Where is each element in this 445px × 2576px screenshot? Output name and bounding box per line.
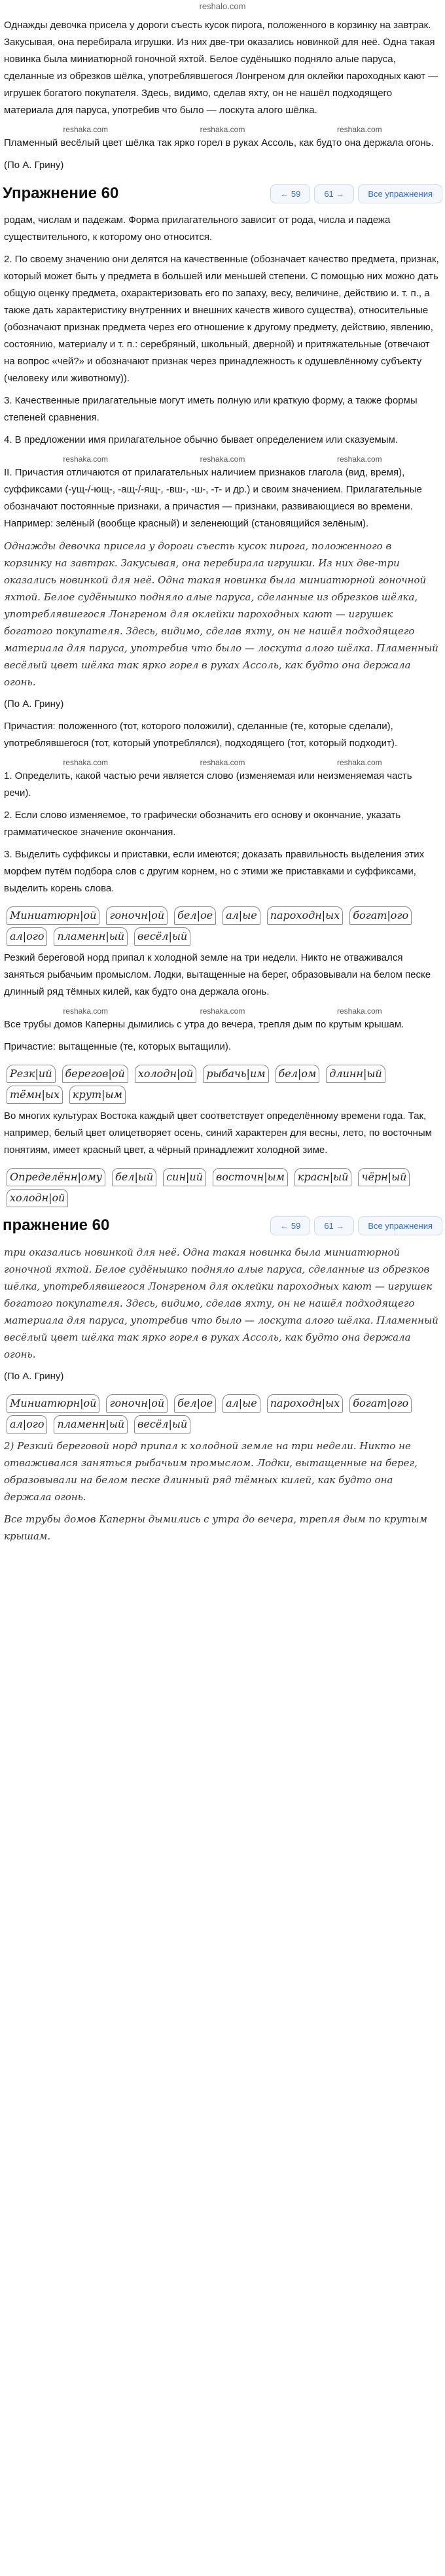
handwritten-text: Однажды девочка присела у дороги съесть кусок пирога, положенного в корзинку на завтрак. Закусывая, она перебирала игрушки. Из них две-три оказались новинкой для неё. Одна такая новинка была миниатюрной гоночной яхтой. Белое судёнышко подняло алые паруса, сделанные из обрезков шёлка, употреблявшегося Лонгреном для оклейки пароходных кают — игрушек богатого покупателя. Здесь, видимо, сделав яхту, он не нашёл подходящего материала для паруса, употребив что было — лоскута алого шёлка. Пламенный весёлый цвет шёлка так ярко горел в руках Ассоль, как будто она держала огонь. (4, 540, 438, 688)
paragraph: Все трубы домов Каперны дымились с утра до вечера, трепля дым по крутым крышам. (4, 1019, 404, 1030)
paragraph: Пламенный весёлый цвет шёлка так ярко горел в руках Ассоль, как будто она держала огонь. (4, 137, 434, 148)
morpheme-word: длинн|ый (326, 1065, 385, 1083)
morpheme-word: рыбачь|им (203, 1065, 268, 1083)
morpheme-word: гоночн|ой (106, 906, 168, 925)
morpheme-word: пламенн|ый (54, 1415, 128, 1434)
paragraph: 2. По своему значению они делятся на качественные (обозначает качество предмета, признак, который может быть у предмета в большей или меньшей степени. С помощью них можно дать общую оценку предмета, охарактеризовать его по запаху, весу, величине, действию и. т. п., а также дать характеристику внутренних и внешних качеств живого существа), относительные (обозначают признак предмета через его отношение к другому предмету, действию, явлению, состоянию, материалу и т. п.: серебряный, школьный, дверной) и притяжательные (отвечают на вопрос «чей?» и обозначают признак через принадлежность к одушевлённому субъекту (человеку или животному)). (4, 254, 439, 384)
morpheme-word: бел|ом (276, 1065, 320, 1083)
morpheme-word: тёмн|ых (7, 1086, 63, 1104)
prev-exercise-button[interactable]: ← 59 (270, 1216, 310, 1235)
paragraph: Причастия: положенного (тот, которого положили), сделанные (те, которые сделали), употреблявшегося (тот, который употреблялся), подходящего (тот, который подходит). (4, 721, 398, 749)
exercise-header-sticky (0, 1211, 445, 1240)
paragraph: 1. Определить, какой частью речи является слово (изменяемая или неизменяемая часть речи). (4, 770, 412, 799)
paragraph: 3. Выделить суффиксы и приставки, если имеются; доказать правильность выделения этих морфем путём подбора слов с другим корнем, но с этими же приставками и суффиксами, выделить корень слова. (4, 849, 425, 894)
morpheme-word: богат|ого (349, 906, 412, 925)
morpheme-word: холодн|ой (135, 1065, 196, 1083)
handwritten-text: 2) Резкий береговой норд припал к холодной земле на три недели. Никто не отваживался заняться рыбачьим промыслом. Лодки, вытащенные на берег, образовывали на белом песке длинный ряд тёмных килей, как будто она держала огонь. (4, 1440, 418, 1503)
morpheme-word: бел|ое (174, 1394, 216, 1413)
morpheme-word: гоночн|ой (106, 1394, 168, 1413)
watermark: reshaka.com (336, 125, 382, 134)
morpheme-word: холодн|ой (7, 1189, 68, 1207)
morpheme-word: ал|ого (7, 927, 47, 946)
watermark: reshaka.com (63, 455, 109, 464)
watermark: reshaka.com (200, 1006, 245, 1016)
paragraph: 3. Качественные прилагательные могут иметь полную или краткую форму, а также формы степеней сравнения. (4, 395, 418, 423)
document-top (0, 13, 445, 174)
morpheme-word: пламенн|ый (54, 927, 128, 946)
morpheme-list (4, 1061, 441, 1108)
morpheme-word: Миниатюрн|ой (7, 906, 99, 925)
morpheme-word: крут|ым (69, 1086, 126, 1104)
morpheme-word: бел|ый (112, 1168, 156, 1186)
paragraph: Резкий береговой норд припал к холодной земле на три недели. Никто не отваживался заняться рыбачьим промыслом. Лодки, вытащенные на берег, образовывали на белом песке длинный ряд тёмных килей, как будто она держала огонь. (4, 952, 431, 997)
watermark-row (4, 454, 441, 464)
source-credit: (По А. Грину) (4, 160, 64, 171)
exercise-header (0, 179, 445, 208)
morpheme-word: чёрн|ый (358, 1168, 410, 1186)
exercise-title: Упражнение 60 (3, 184, 119, 202)
prev-exercise-button[interactable]: ← 59 (270, 184, 310, 203)
morpheme-word: Миниатюрн|ой (7, 1394, 99, 1413)
watermark-row (4, 1006, 441, 1016)
morpheme-word: берегов|ой (62, 1065, 128, 1083)
source-credit: (По А. Грину) (4, 1371, 64, 1382)
morpheme-list (4, 1164, 441, 1211)
exercise-title: пражнение 60 (3, 1216, 110, 1234)
watermark-row (4, 757, 441, 768)
watermark: reshaka.com (63, 1006, 109, 1016)
all-exercises-button[interactable]: Все упражнения (358, 184, 442, 203)
watermark: reshaka.com (336, 1006, 382, 1016)
handwritten-text: три оказались новинкой для неё. Одна такая новинка была миниатюрной гоночной яхтой. Белое судёнышко подняло алые паруса, сделанные из обрезков шёлка, употреблявшегося Лонгреном для оклейки пароходных кают — игрушек богатого покупателя. Здесь, видимо, сделав яхту, он не нашёл подходящего материала для паруса, употребив что было — лоскута алого шёлка. Пламенный весёлый цвет шёлка так ярко горел в руках Ассоль, как будто она держала огонь. (4, 1246, 438, 1360)
paragraph: II. Причастия отличаются от прилагательных наличием признаков глагола (вид, время), суффиксами (-ущ-/-ющ-, -ащ-/-ящ-, -вш-, -ш-, -т- и др.) и своим значением. Прилагательные обозначают постоянные признаки, а причастия — признаки, развивающиеся во времени. Например: зелёный (вообще красный) и зеленеющий (становящийся зелёным). (4, 467, 422, 529)
paragraph: 2. Если слово изменяемое, то графически обозначить его основу и окончание, указать грамматическое значение окончания. (4, 810, 401, 838)
watermark: reshaka.com (336, 455, 382, 464)
morpheme-word: весёл|ый (134, 1415, 190, 1434)
morpheme-word: ал|ые (222, 1394, 260, 1413)
document-bottom (0, 1240, 445, 1545)
source-credit: (По А. Грину) (4, 698, 64, 710)
all-exercises-button[interactable]: Все упражнения (358, 1216, 442, 1235)
paragraph: 4. В предложении имя прилагательное обычно бывает определением или сказуемым. (4, 434, 398, 445)
watermark-row (4, 124, 441, 135)
morpheme-word: богат|ого (349, 1394, 412, 1413)
morpheme-word: пароходн|ых (267, 1394, 344, 1413)
next-exercise-button[interactable]: 61 → (314, 1216, 354, 1235)
morpheme-word: восточн|ым (213, 1168, 288, 1186)
paragraph: родам, числам и падежам. Форма прилагательного зависит от рода, числа и падежа существительного, к которому оно относится. (4, 215, 391, 243)
watermark: reshaka.com (200, 125, 245, 134)
document-body (0, 208, 445, 1211)
paragraph: Причастие: вытащенные (те, которых вытащили). (4, 1041, 232, 1052)
watermark: reshaka.com (200, 455, 245, 464)
next-exercise-button[interactable]: 61 → (314, 184, 354, 203)
morpheme-list (4, 1390, 441, 1437)
morpheme-word: син|ий (163, 1168, 206, 1186)
morpheme-word: Определённ|ому (7, 1168, 105, 1186)
morpheme-list (4, 902, 441, 950)
paragraph: Во многих культурах Востока каждый цвет соответствует определённому времени года. Так, например, белый цвет олицетворяет осень, синий характерен для весны, лето, по восточным понятиям, имеет красный цвет, а чёрный принадлежит холодной зиме. (4, 1110, 432, 1156)
watermark: reshaka.com (336, 758, 382, 767)
morpheme-word: красн|ый (294, 1168, 352, 1186)
exercise-pager (270, 1216, 442, 1235)
watermark: reshaka.com (200, 758, 245, 767)
exercise-pager (270, 184, 442, 203)
top-watermark: reshalo.com (199, 1, 246, 11)
handwritten-text: Все трубы домов Каперны дымились с утра до вечера, трепля дым по крутым крышам. (4, 1513, 427, 1542)
morpheme-word: ал|ого (7, 1415, 47, 1434)
watermark: reshaka.com (63, 125, 109, 134)
morpheme-word: бел|ое (174, 906, 216, 925)
paragraph: Однажды девочка присела у дороги съесть кусок пирога, положенного в корзинку на завтрак. Закусывая, она перебирала игрушки. Из них две-три оказались новинкой для неё. Одна такая новинка была миниатюрной гоночной яхтой. Белое судёнышко подняло алые паруса, сделанные из обрезков шёлка, употреблявшегося Лонгреном для оклейки пароходных кают — игрушек богатого покупателя. Здесь, видимо, сделав яхту, он не нашёл подходящего материала для паруса, употребив что было — лоскута алого шёлка. (4, 20, 438, 116)
morpheme-word: весёл|ый (134, 927, 190, 946)
morpheme-word: Резк|ий (7, 1065, 56, 1083)
watermark: reshaka.com (63, 758, 109, 767)
morpheme-word: пароходн|ых (267, 906, 344, 925)
morpheme-word: ал|ые (222, 906, 260, 925)
